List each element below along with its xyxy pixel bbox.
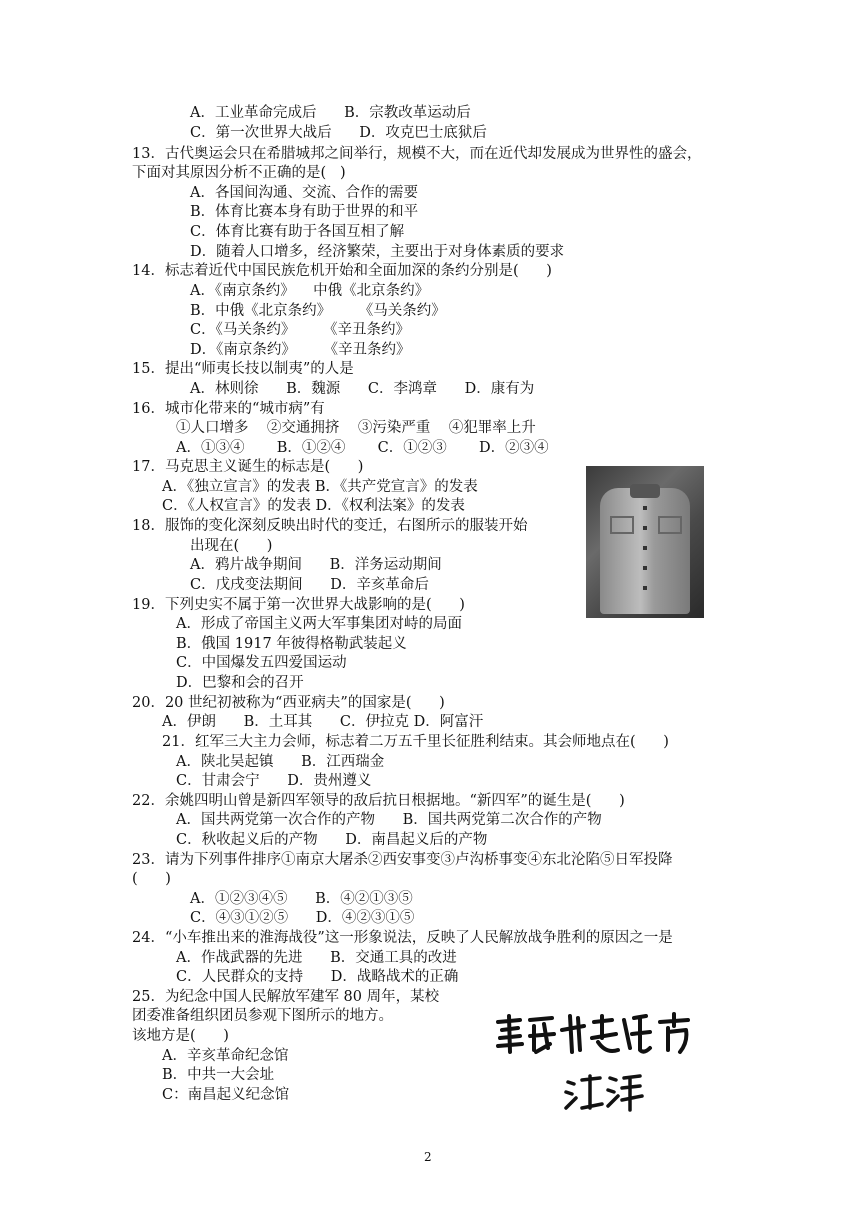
question-25: 25．为纪念中国人民解放军建军 80 周年，某校: [132, 989, 440, 1005]
text-line: A．各国间沟通、交流、合作的需要: [190, 185, 418, 201]
text-line: C．④③①②⑤ D．④②③①⑤: [190, 910, 415, 926]
buttons-shape: [643, 506, 647, 606]
text-line: 下面对其原因分析不正确的是( ): [132, 165, 346, 181]
question-21: 21．红军三大主力会师，标志着二万五千里长征胜利结束。其会师地点在( ): [162, 734, 669, 750]
text-line: A．伊朗 B．土耳其 C．伊拉克 D．阿富汗: [162, 714, 484, 730]
text-line: C：南昌起义纪念馆: [162, 1087, 290, 1103]
question-14: 14．标志着近代中国民族危机开始和全面加深的条约分别是( ): [132, 263, 552, 279]
text-line: C．中国爆发五四爱国运动: [176, 655, 347, 671]
question-22: 22．余姚四明山曾是新四军领导的敌后抗日根据地。“新四军”的诞生是( ): [132, 793, 625, 809]
text-line: D．《南京条约》 《辛丑条约》: [190, 342, 411, 358]
text-line: ( ): [132, 871, 171, 887]
text-line: A．①③④ B．①②④ C．①②③ D．②③④: [176, 440, 549, 456]
question-18: 18．服饰的变化深刻反映出时代的变迁，右图所示的服装开始: [132, 518, 528, 534]
text-line: C．《人权宣言》的发表 D．《权利法案》的发表: [162, 498, 465, 514]
text-line: C．秋收起义后的产物 D．南昌起义后的产物: [176, 832, 488, 848]
text-line: B．俄国 1917 年彼得格勒武装起义: [176, 636, 407, 652]
calligraphy-drawing: [490, 1008, 700, 1128]
question-20: 20．20 世纪初被称为“西亚病夫”的国家是( ): [132, 695, 445, 711]
pocket-shape: [610, 516, 634, 534]
collar-shape: [630, 484, 660, 498]
text-line: B．中共一大会址: [162, 1067, 275, 1083]
text-line: D．巴黎和会的召开: [176, 675, 304, 691]
text-line: A．国共两党第一次合作的产物 B．国共两党第二次合作的产物: [176, 812, 602, 828]
calligraphy-inscription: [490, 1008, 700, 1128]
text-line: A．辛亥革命纪念馆: [162, 1048, 289, 1064]
question-13: 13．古代奥运会只在希腊城邦之间举行，规模不大，而在近代却发展成为世界性的盛会，: [132, 146, 702, 162]
text-line: C．甘肃会宁 D．贵州遵义: [176, 773, 372, 789]
question-15: 15．提出“师夷长技以制夷”的人是: [132, 361, 354, 377]
text-line: B．中俄《北京条约》 《马关条约》: [190, 303, 446, 319]
text-line: ①人口增多 ②交通拥挤 ③污染严重 ④犯罪率上升: [176, 420, 536, 436]
question-24: 24．“小车推出来的淮海战役”这一形象说法，反映了人民解放战争胜利的原因之一是: [132, 930, 673, 946]
question-19: 19．下列史实不属于第一次世界大战影响的是( ): [132, 597, 465, 613]
text-line: A．陕北吴起镇 B．江西瑞金: [176, 754, 385, 770]
text-line: D．随着人口增多，经济繁荣，主要出于对身体素质的要求: [190, 244, 565, 260]
text-line: C．《马关条约》 《辛丑条约》: [190, 322, 410, 338]
zhongshan-suit-photo: [586, 466, 704, 618]
text-line: B．体育比赛本身有助于世界的和平: [190, 204, 419, 220]
question-16: 16．城市化带来的“城市病”有: [132, 401, 325, 417]
text-line: C．体育比赛有助于各国互相了解: [190, 224, 405, 240]
text-line: C．人民群众的支持 D．战略战术的正确: [176, 969, 459, 985]
text-line: A．《独立宣言》的发表 B．《共产党宣言》的发表: [162, 479, 478, 495]
pocket-shape: [658, 516, 682, 534]
text-line: C．戊戌变法期间 D．辛亥革命后: [190, 577, 429, 593]
text-line: A．形成了帝国主义两大军事集团对峙的局面: [176, 616, 462, 632]
text-line: C．第一次世界大战后 D．攻克巴士底狱后: [190, 125, 487, 141]
text-line: A．鸦片战争期间 B．洋务运动期间: [190, 557, 442, 573]
text-line: 出现在( ): [190, 538, 273, 554]
text-line: A．林则徐 B．魏源 C．李鸿章 D．康有为: [190, 381, 535, 397]
text-line: A．作战武器的先进 B．交通工具的改进: [176, 950, 457, 966]
page-number: 2: [424, 1150, 432, 1164]
text-line: A．《南京条约》 中俄《北京条约》: [190, 283, 430, 299]
text-line: 该地方是( ): [132, 1028, 229, 1044]
text-line: A．①②③④⑤ B．④②①③⑤: [190, 891, 413, 907]
text-line: 团委准备组织团员参观下图所示的地方。: [132, 1008, 393, 1024]
question-23: 23．请为下列事件排序①南京大屠杀②西安事变③卢沟桥事变④东北沦陷⑤日军投降: [132, 852, 673, 868]
text-line: A．工业革命完成后 B．宗教改革运动后: [190, 105, 471, 121]
question-17: 17．马克思主义诞生的标志是( ): [132, 459, 364, 475]
